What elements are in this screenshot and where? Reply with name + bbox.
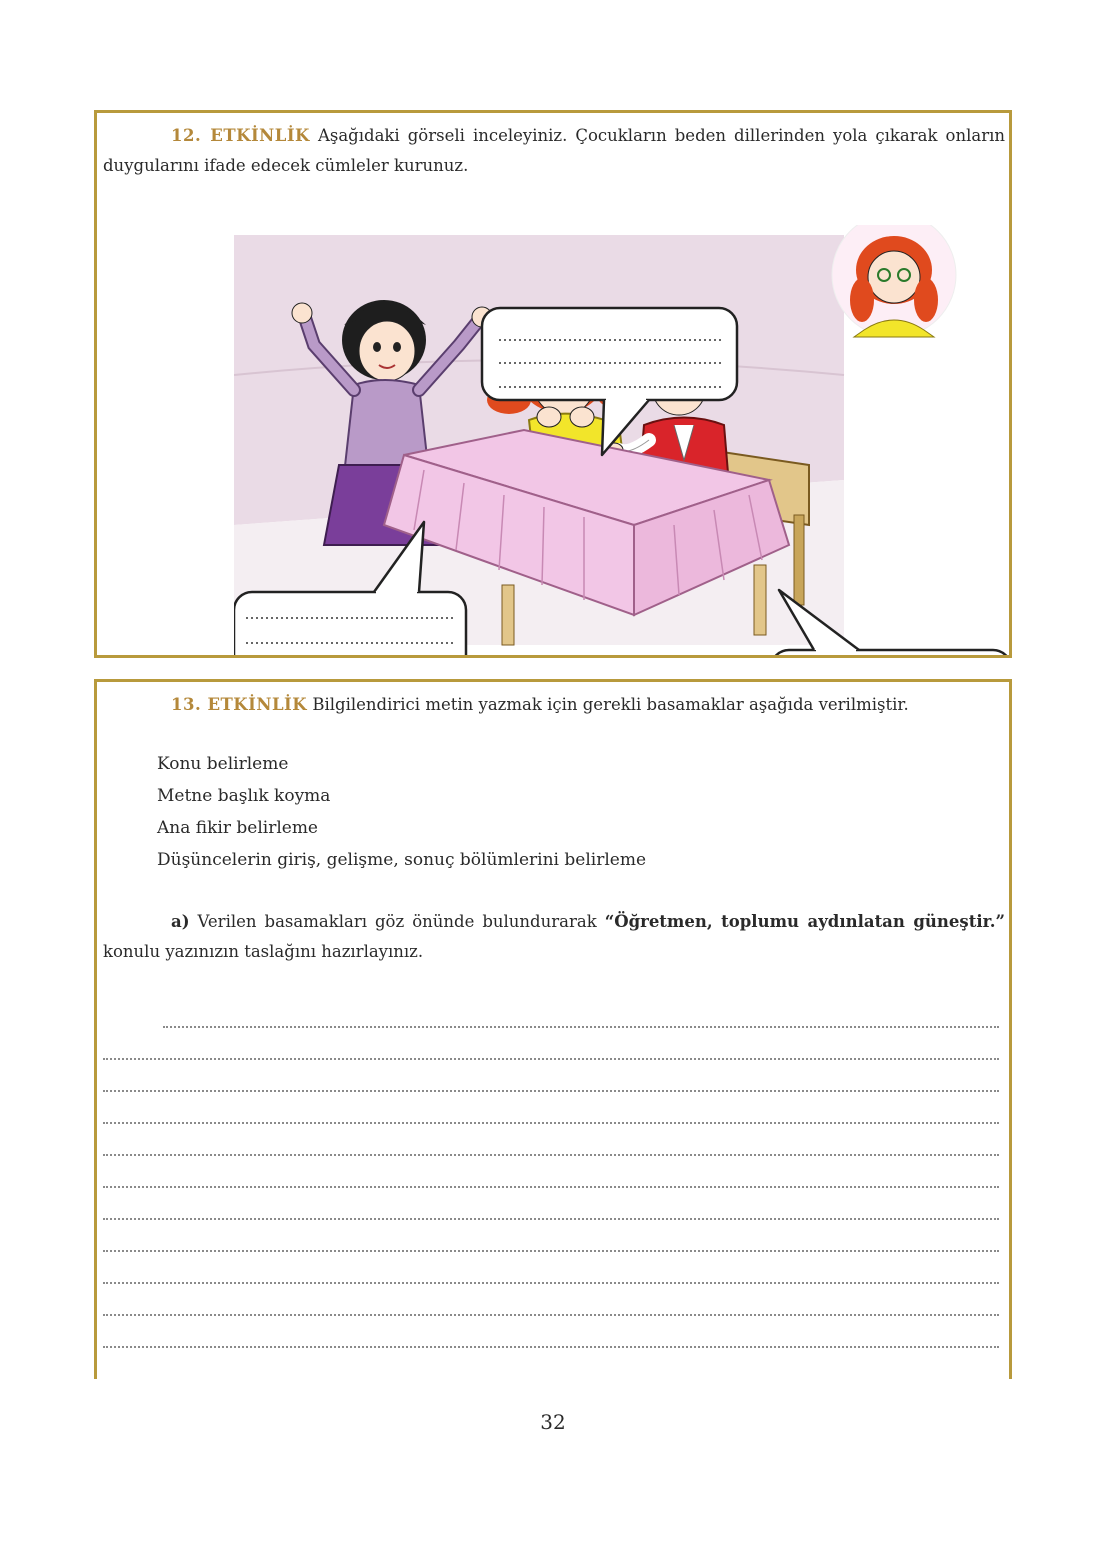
activity-12-heading: 12. ETKİNLİK (171, 126, 310, 145)
activity-12-text: Aşağıdaki görseli inceleyiniz. Çocukların beden dillerinden yola çıkarak onların duygularını ifade edecek cümleler kurunuz. (103, 126, 1005, 175)
part-a-topic: “Öğretmen, toplumu aydınlatan güneştir.” (604, 912, 1006, 931)
writing-line[interactable] (103, 1346, 999, 1348)
activity-12-instructions (103, 121, 1005, 181)
writing-line[interactable] (103, 1090, 999, 1092)
part-a-text-after: konulu yazınızın taslağını hazırlayınız. (103, 942, 424, 961)
page-number: 32 (540, 1410, 566, 1434)
step-item: Düşüncelerin giriş, gelişme, sonuç bölümlerini belirleme (157, 850, 647, 870)
writing-line[interactable] (163, 1026, 999, 1028)
children-illustration (234, 225, 1014, 655)
part-a-label: a) (171, 912, 190, 931)
step-item: Konu belirleme (157, 754, 289, 774)
writing-line[interactable] (103, 1250, 999, 1252)
step-item: Metne başlık koyma (157, 786, 331, 806)
writing-line[interactable] (103, 1154, 999, 1156)
part-a-instructions (103, 907, 1005, 967)
activity-13-intro (103, 690, 1005, 720)
part-a-text-before: Verilen basamakları göz önünde bulundurarak (197, 912, 597, 931)
writing-line[interactable] (103, 1218, 999, 1220)
activity-13-heading: 13. ETKİNLİK (171, 695, 308, 714)
writing-line[interactable] (103, 1122, 999, 1124)
activity-13-frame (94, 679, 1012, 1379)
activity-12-frame (94, 110, 1012, 658)
step-item: Ana fikir belirleme (157, 818, 318, 838)
writing-line[interactable] (103, 1314, 999, 1316)
writing-line[interactable] (103, 1058, 999, 1060)
writing-line[interactable] (103, 1186, 999, 1188)
inset-portrait (832, 225, 956, 337)
activity-13-text: Bilgilendirici metin yazmak için gerekli basamaklar aşağıda verilmiştir. (312, 695, 909, 714)
writing-line[interactable] (103, 1282, 999, 1284)
